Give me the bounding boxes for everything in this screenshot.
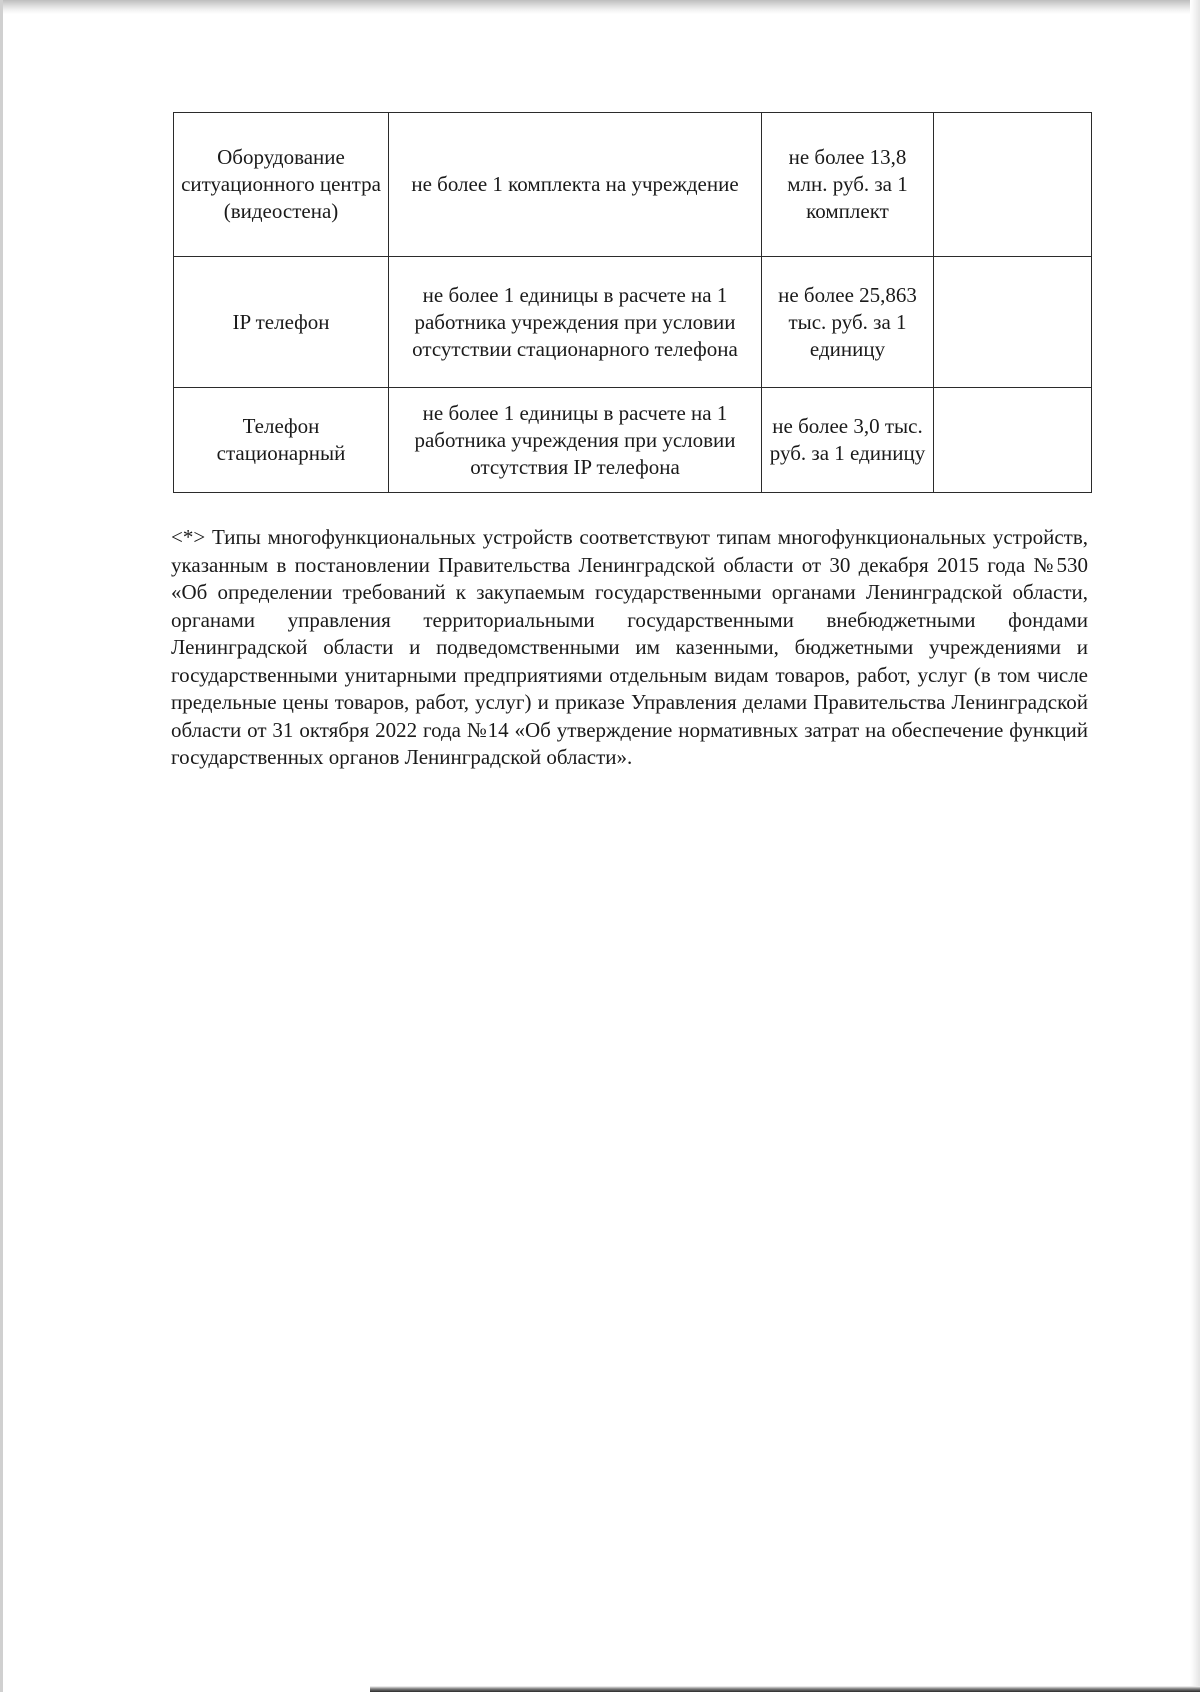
- cell-note: [934, 388, 1092, 493]
- cell-equipment-name: IP телефон: [174, 257, 389, 388]
- cell-equipment-name: Оборудование ситуационного центра (видеостена): [174, 113, 389, 257]
- footnote-paragraph: <*> Типы многофункциональных устройств соответствуют типам многофункциональных устройств, указанным в постановлении Правительства Ленинградской области от 30 декабря 2015 года №530 «Об определении требований к закупаемым государственными органами Ленинградской области, органами управления территориальными государственными внебюджетными фондами Ленинградской области и подведомственными им казенными, бюджетными учреждениями и государственными унитарными предприятиями отдельным видам товаров, работ, услуг (в том числе предельные цены товаров, работ, услуг) и приказе Управления делами Правительства Ленинградской области от 31 октября 2022 года №14 «Об утверждение нормативных затрат на обеспечение функций государственных органов Ленинградской области».: [171, 525, 1088, 769]
- table-row: [174, 257, 1092, 388]
- scan-edge-bottom: [370, 1686, 1200, 1692]
- norms-table: [173, 112, 1092, 493]
- cell-price-norm: не более 25,863 тыс. руб. за 1 единицу: [762, 257, 934, 388]
- cell-note: [934, 257, 1092, 388]
- table-row: [174, 113, 1092, 257]
- cell-note: [934, 113, 1092, 257]
- cell-quantity-norm: не более 1 единицы в расчете на 1 работника учреждения при условии отсутствия IP телефона: [389, 388, 762, 493]
- cell-price-norm: не более 13,8 млн. руб. за 1 комплект: [762, 113, 934, 257]
- cell-quantity-norm: не более 1 комплекта на учреждение: [389, 113, 762, 257]
- table-row: [174, 388, 1092, 493]
- cell-quantity-norm: не более 1 единицы в расчете на 1 работника учреждения при условии отсутствии стационарного телефона: [389, 257, 762, 388]
- scan-edge-left: [0, 0, 3, 1692]
- cell-price-norm: не более 3,0 тыс. руб. за 1 единицу: [762, 388, 934, 493]
- scan-edge-right: [1190, 0, 1200, 1692]
- scan-edge-top: [0, 0, 1200, 14]
- cell-equipment-name: Телефон стационарный: [174, 388, 389, 493]
